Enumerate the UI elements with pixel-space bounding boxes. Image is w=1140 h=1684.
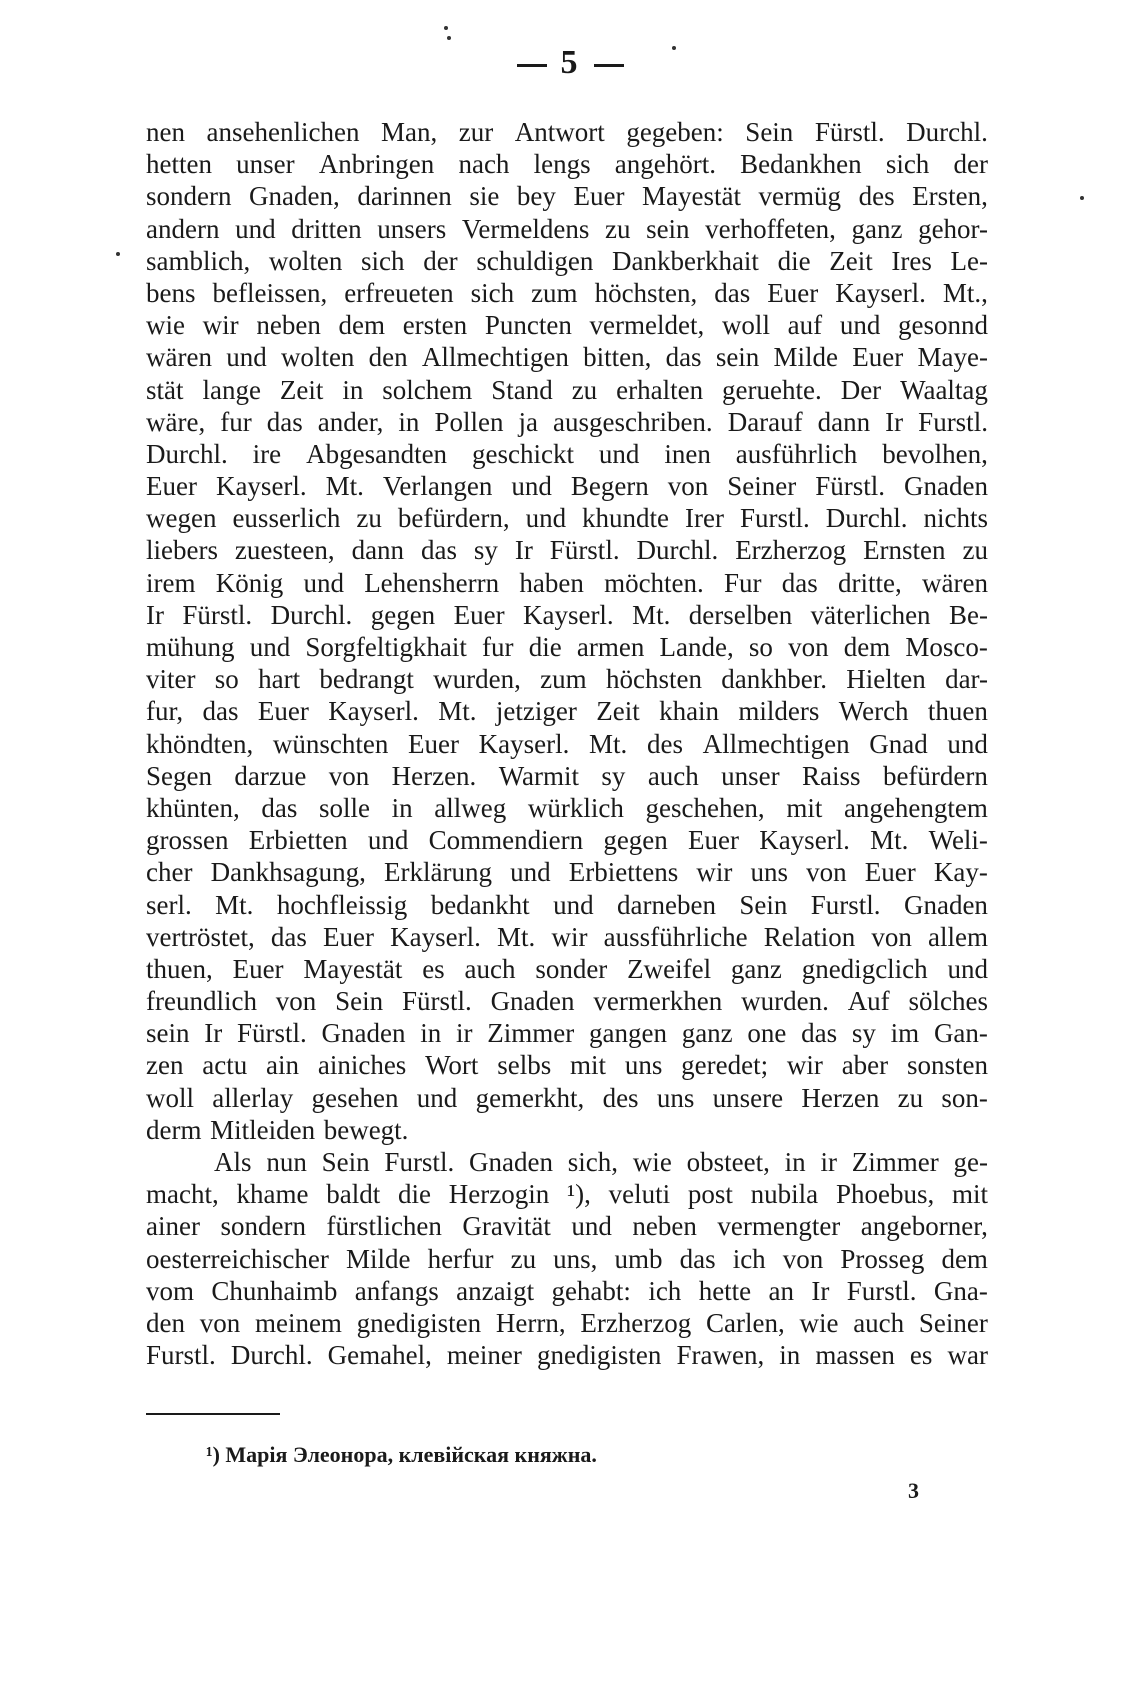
page-number-text: 5 [560, 44, 580, 81]
print-speck [444, 26, 448, 30]
text-line: samblich, wolten sich der schuldigen Dankberkhait die Zeit Ires Le- [146, 245, 988, 276]
text-line: andern und dritten unsers Vermeldens zu sein verhoffeten, ganz gehor- [146, 213, 988, 244]
text-line: Euer Kayserl. Mt. Verlangen und Begern von Seiner Fürstl. Gnaden [146, 471, 988, 502]
text-line: oesterreichischer Milde herfur zu uns, umb das ich von Prosseg dem [146, 1243, 988, 1274]
text-line: irem König und Lehensherrn haben möchten. Fur das dritte, wären [146, 567, 988, 598]
text-line: vertröstet, das Euer Kayserl. Mt. wir aussführliche Relation von allem [146, 921, 988, 952]
signature-mark: 3 [908, 1478, 919, 1503]
text-line: vom Chunhaimb anfangs anzaigt gehabt: ich hette an Ir Furstl. Gna- [146, 1275, 988, 1306]
text-line: Als nun Sein Furstl. Gnaden sich, wie obsteet, in ir Zimmer ge- [214, 1147, 988, 1177]
text-line: khöndten, wünschten Euer Kayserl. Mt. des Allmechtigen Gnad und [146, 728, 988, 759]
text-line: hetten unser Anbringen nach lengs angehört. Bedankhen sich der [146, 149, 988, 180]
body-text [146, 116, 988, 1371]
text-line: sondern Gnaden, darinnen sie bey Euer Mayestät vermüg des Ersten, [146, 181, 988, 212]
footnote-text: Марія Элеонора, клевійская княжна. [225, 1442, 597, 1467]
text-line: wäre, fur das ander, in Pollen ja ausgeschriben. Darauf dann Ir Furstl. [146, 406, 988, 437]
page-number [0, 44, 1140, 82]
footnote-rule [146, 1413, 280, 1415]
text-line: grossen Erbietten und Commendiern gegen Euer Kayserl. Mt. Weli- [146, 825, 988, 856]
text-line: Segen darzue von Herzen. Warmit sy auch unser Raiss befürdern [146, 760, 988, 791]
text-line: ainer sondern fürstlichen Gravität und neben vermengter angeborner, [146, 1211, 988, 1242]
print-speck [672, 46, 676, 50]
text-line: wären und wolten den Allmechtigen bitten, das sein Milde Euer Maye- [146, 342, 988, 373]
text-line: den von meinem gnedigisten Herrn, Erzherzog Carlen, wie auch Seiner [146, 1307, 988, 1338]
page-number-dash-left [517, 64, 547, 67]
text-line: wie wir neben dem ersten Puncten vermeldet, woll auf und gesonnd [146, 310, 988, 341]
footnote [206, 1442, 597, 1468]
text-line: viter so hart bedrangt wurden, zum höchsten dankhber. Hielten dar- [146, 664, 988, 695]
print-speck [447, 36, 451, 40]
text-line: khünten, das solle in allweg würklich geschehen, mit angehengtem [146, 792, 988, 823]
text-line: bens befleissen, erfreueten sich zum höchsten, das Euer Kayserl. Mt., [146, 277, 988, 308]
text-line: Durchl. ire Abgesandten geschickt und inen ausführlich bevolhen, [146, 438, 988, 469]
text-line: cher Dankhsagung, Erklärung und Erbiettens wir uns von Euer Kay- [146, 857, 988, 888]
text-line: stät lange Zeit in solchem Stand zu erhalten geruehte. Der Waaltag [146, 374, 988, 405]
page-number-dash-right [594, 64, 624, 67]
text-line: fur, das Euer Kayserl. Mt. jetziger Zeit khain milders Werch thuen [146, 696, 988, 727]
text-line: derm Mitleiden bewegt. [146, 1114, 409, 1145]
text-line: freundlich von Sein Fürstl. Gnaden vermerkhen wurden. Auf sölches [146, 986, 988, 1017]
text-line: woll allerlay gesehen und gemerkht, des uns unsere Herzen zu son- [146, 1082, 988, 1113]
text-line: serl. Mt. hochfleissig bedankht und darneben Sein Furstl. Gnaden [146, 889, 988, 920]
text-line: thuen, Euer Mayestät es auch sonder Zweifel ganz gnedigclich und [146, 953, 988, 984]
text-line: wegen eusserlich zu befürdern, und khundte Irer Furstl. Durchl. nichts [146, 503, 988, 534]
print-speck [116, 252, 120, 256]
text-line: zen actu ain ainiches Wort selbs mit uns geredet; wir aber sonsten [146, 1050, 988, 1081]
print-speck [1080, 196, 1084, 200]
text-line: sein Ir Fürstl. Gnaden in ir Zimmer gangen ganz one das sy im Gan- [146, 1018, 988, 1049]
text-line: Ir Fürstl. Durchl. gegen Euer Kayserl. Mt. derselben väterlichen Be- [146, 599, 988, 630]
text-line: macht, khame baldt die Herzogin ¹), veluti post nubila Phoebus, mit [146, 1179, 988, 1210]
text-line: mühung und Sorgfeltigkhait fur die armen Lande, so von dem Mosco- [146, 632, 988, 662]
text-line: liebers zuesteen, dann das sy Ir Fürstl. Durchl. Erzherzog Ernsten zu [146, 535, 988, 566]
text-line: Furstl. Durchl. Gemahel, meiner gnedigisten Frawen, in massen es war [146, 1340, 988, 1371]
text-line: nen ansehenlichen Man, zur Antwort gegeben: Sein Fürstl. Durchl. [146, 117, 988, 147]
footnote-marker: ¹) [206, 1442, 220, 1467]
